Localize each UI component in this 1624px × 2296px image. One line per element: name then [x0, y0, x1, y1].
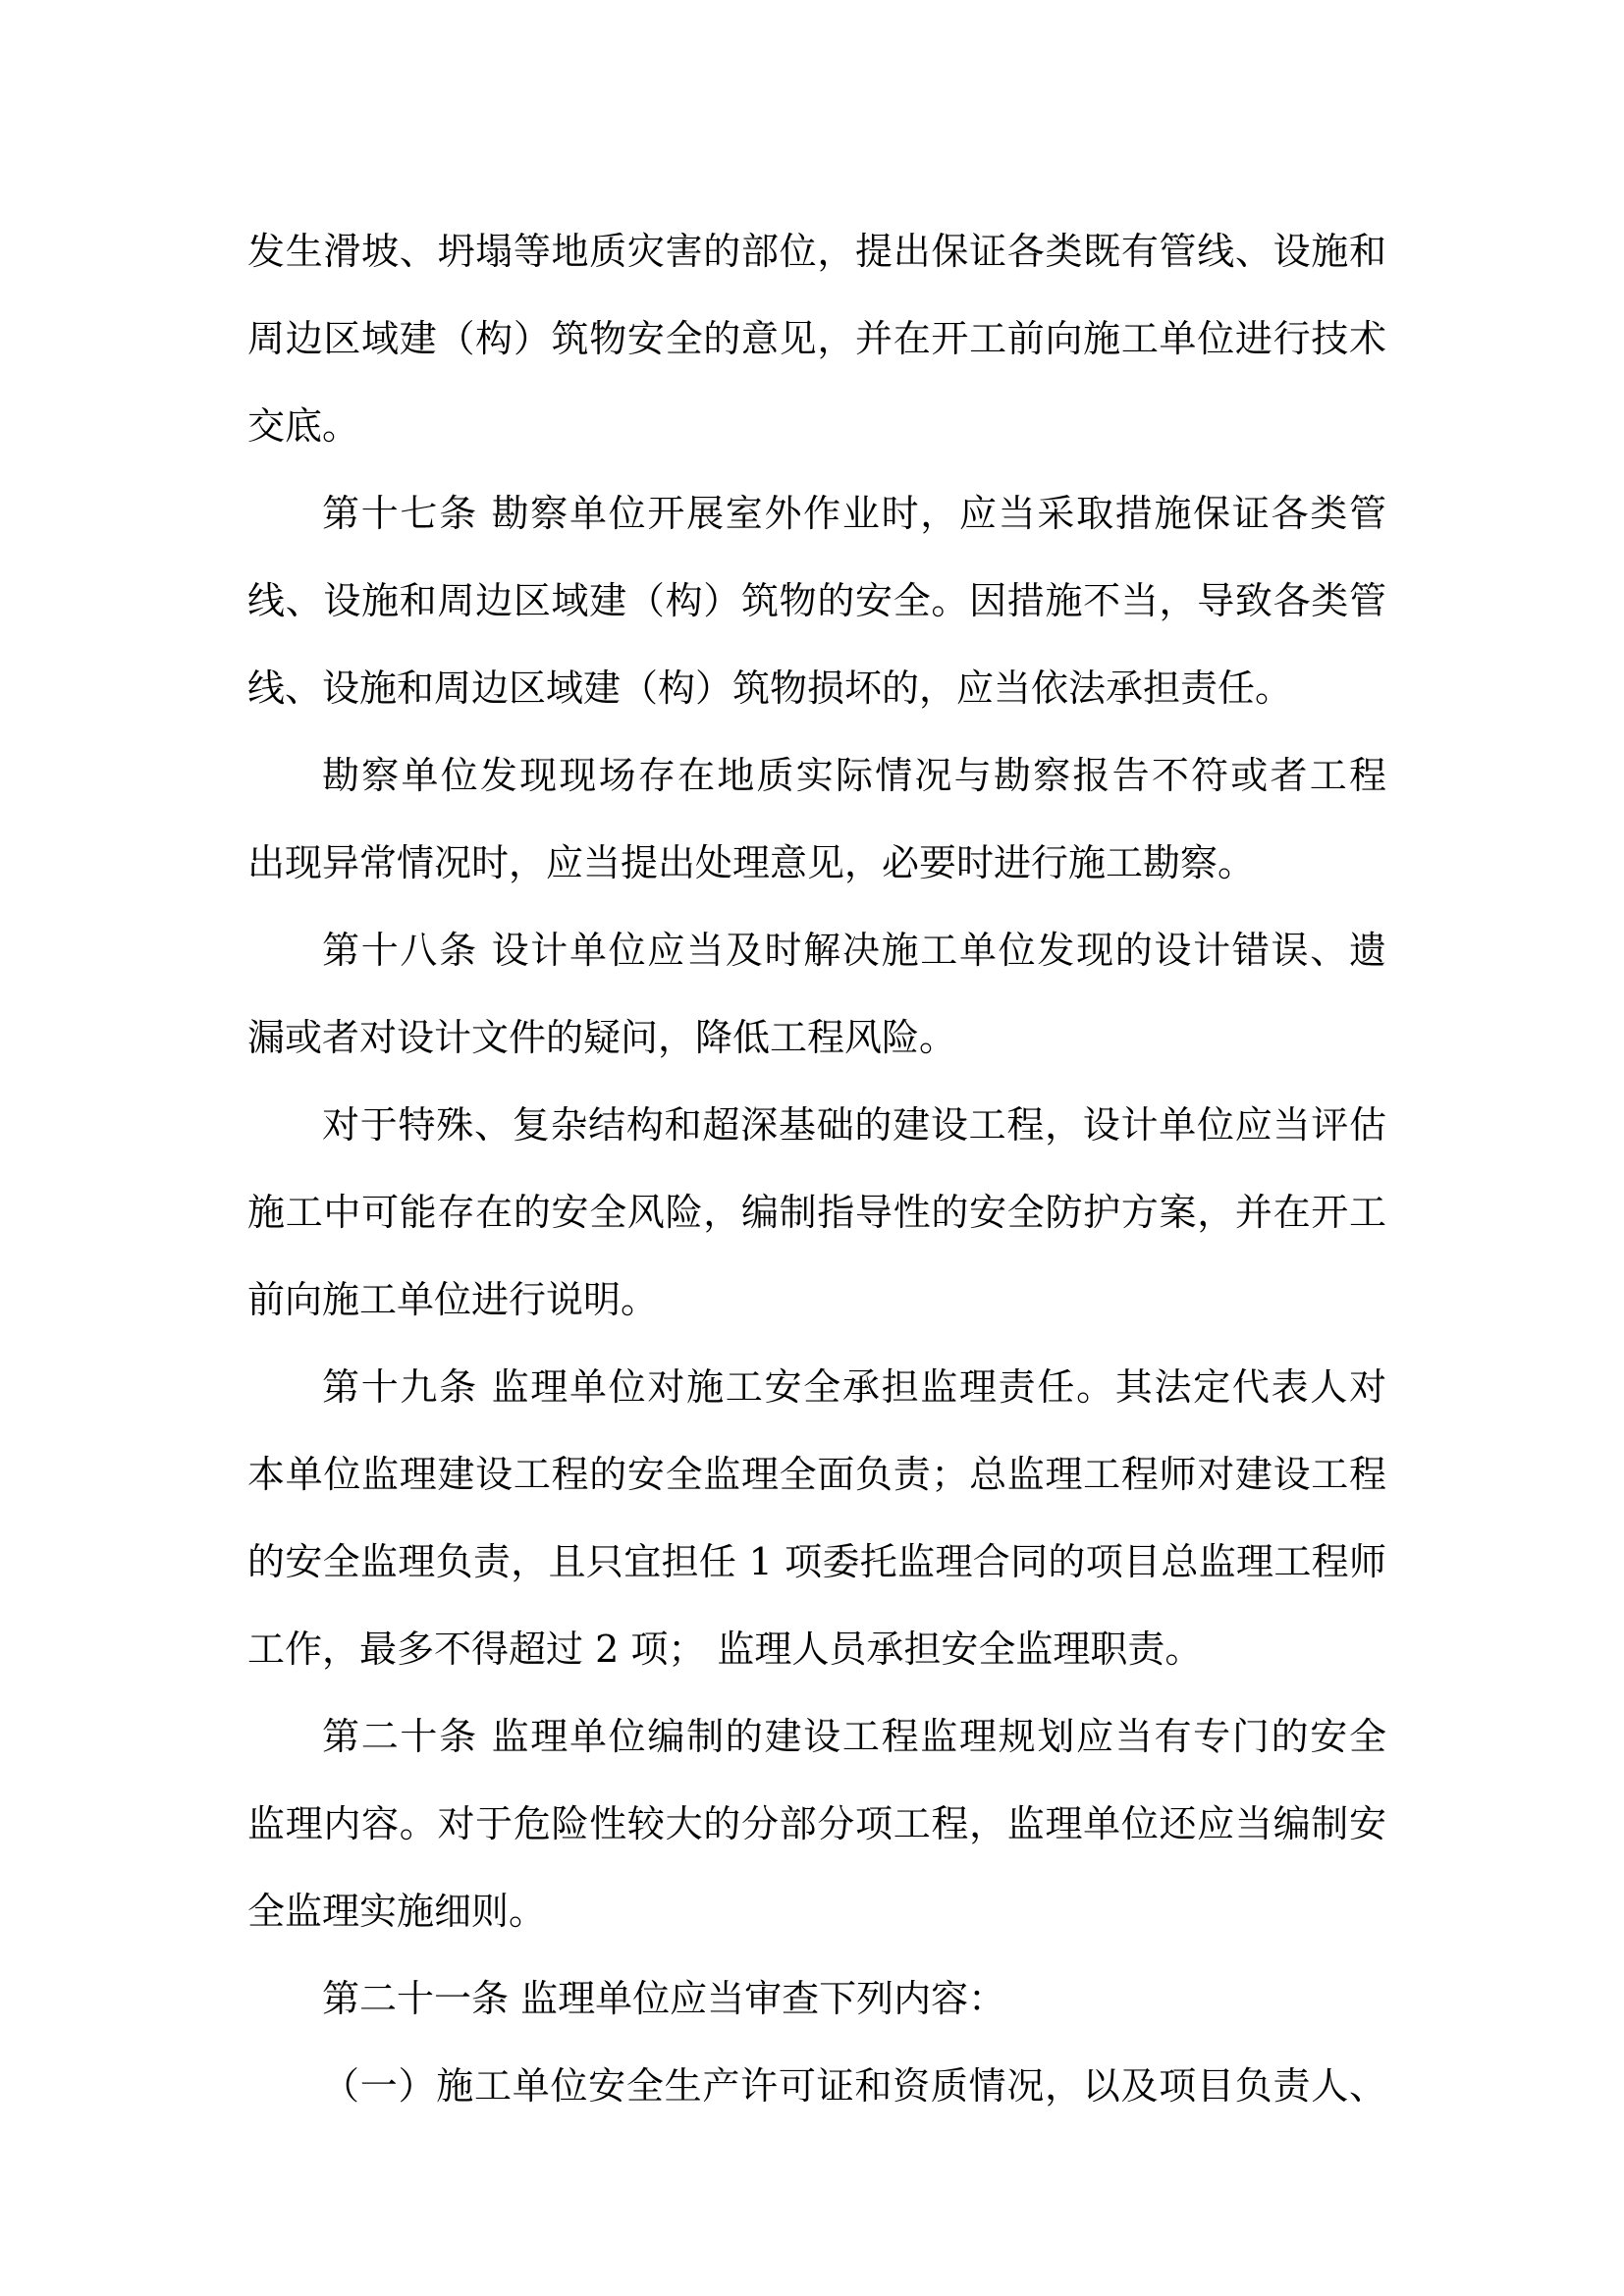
text-line: 发生滑坡、坍塌等地质灾害的部位，提出保证各类既有管线、设施和 [247, 230, 1386, 273]
text-line: 第十七条 勘察单位开展室外作业时，应当采取措施保证各类管 [322, 492, 1386, 535]
text-line: 线、设施和周边区域建（构）筑物损坏的，应当依法承担责任。 [247, 667, 1293, 710]
text-line: 勘察单位发现现场存在地质实际情况与勘察报告不符或者工程 [322, 754, 1386, 797]
body-text [247, 208, 1386, 2130]
text-line: （一）施工单位安全生产许可证和资质情况，以及项目负责人、 [322, 2064, 1386, 2108]
text-line: 第二十条 监理单位编制的建设工程监理规划应当有专门的安全 [322, 1715, 1386, 1758]
text-line: 监理内容。对于危险性较大的分部分项工程，监理单位还应当编制安 [247, 1802, 1386, 1845]
text-line: 第十九条 监理单位对施工安全承担监理责任。其法定代表人对 [322, 1365, 1386, 1409]
text-line: 全监理实施细则。 [247, 1890, 547, 1933]
text-line: 对于特殊、复杂结构和超深基础的建设工程，设计单位应当评估 [322, 1103, 1386, 1147]
text-line: 线、设施和周边区域建（构）筑物的安全。因措施不当，导致各类管 [247, 579, 1386, 622]
text-line: 施工中可能存在的安全风险，编制指导性的安全防护方案，并在开工 [247, 1191, 1386, 1234]
text-line: 前向施工单位进行说明。 [247, 1278, 659, 1321]
text-line: 交底。 [247, 404, 360, 448]
text-line: 第十八条 设计单位应当及时解决施工单位发现的设计错误、遗 [322, 929, 1386, 972]
text-line: 出现异常情况时，应当提出处理意见，必要时进行施工勘察。 [247, 841, 1256, 884]
text-line: 第二十一条 监理单位应当审查下列内容： [322, 1977, 1006, 2020]
text-line: 工作，最多不得超过 2 项； 监理人员承担安全监理职责。 [247, 1628, 1203, 1671]
text-line: 的安全监理负责，且只宜担任 1 项委托监理合同的项目总监理工程师 [247, 1540, 1386, 1583]
text-line: 本单位监理建设工程的安全监理全面负责；总监理工程师对建设工程 [247, 1453, 1386, 1496]
text-line: 漏或者对设计文件的疑问，降低工程风险。 [247, 1016, 957, 1059]
text-line: 周边区域建（构）筑物安全的意见，并在开工前向施工单位进行技术 [247, 317, 1386, 360]
